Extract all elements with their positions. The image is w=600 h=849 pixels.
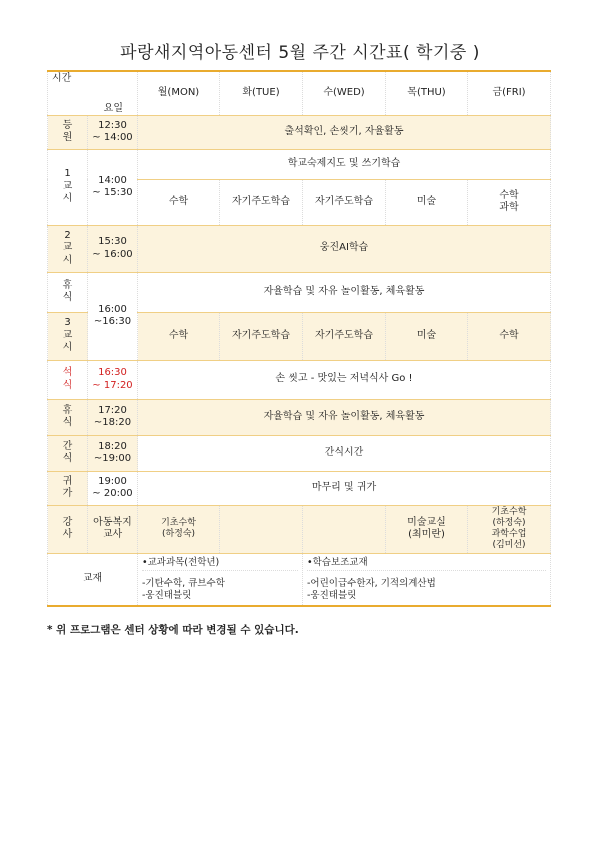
- day-header-thu: 목(THU): [386, 71, 468, 115]
- row-home: [48, 471, 551, 505]
- footnote: * 위 프로그램은 센터 상황에 따라 변경될 수 있습니다.: [47, 624, 299, 636]
- materials-right-title: •학습보조교재: [307, 557, 546, 572]
- teacher-cell-tue: [220, 505, 303, 553]
- day-header-fri: 금(FRI): [468, 71, 551, 115]
- period2-label: 2 교 시: [48, 225, 88, 272]
- day-header-tue: 화(TUE): [220, 71, 303, 115]
- teacher-cell-wed: [303, 505, 386, 553]
- corner-cell: [48, 71, 138, 115]
- page-title: 파랑새지역아동센터 5월 주간 시간표( 학기중 ): [120, 43, 480, 63]
- arrival-label: 등 원: [48, 115, 88, 149]
- break2-activity: 자율학습 및 자유 놀이활동, 체육활동: [138, 399, 551, 435]
- break1-label: 휴 식: [48, 272, 88, 312]
- materials-right: [303, 553, 551, 606]
- dinner-label: 석 식: [48, 360, 88, 399]
- break2-label: 휴 식: [48, 399, 88, 435]
- row-period1-activity: [48, 149, 551, 179]
- arrival-time: 12:30 ~ 14:00: [88, 115, 138, 149]
- period1-subject-tue: 자기주도학습: [220, 179, 303, 225]
- period3-label: 3 교 시: [48, 312, 88, 360]
- corner-day-label: 요일: [103, 103, 123, 115]
- period2-activity: 웅진AI학습: [138, 225, 551, 272]
- teacher-label: 강 사: [48, 505, 88, 553]
- day-header-wed: 수(WED): [303, 71, 386, 115]
- period1-label: 1 교 시: [48, 149, 88, 225]
- arrival-activity: 출석확인, 손씻기, 자율활동: [138, 115, 551, 149]
- home-label: 귀 가: [48, 471, 88, 505]
- teacher-cell-thu: 미술교실 (최미란): [386, 505, 468, 553]
- period3-subject-mon: 수학: [138, 312, 220, 360]
- snack-label: 간 식: [48, 435, 88, 471]
- period3-subject-tue: 자기주도학습: [220, 312, 303, 360]
- period3-subject-thu: 미술: [386, 312, 468, 360]
- row-period2: [48, 225, 551, 272]
- materials-right-items: -어린이급수한자, 기적의계산법 -웅진태블릿: [307, 578, 436, 602]
- row-break1: [48, 272, 551, 312]
- row-break2: [48, 399, 551, 435]
- teacher-who: 아동복지 교사: [88, 505, 138, 553]
- teacher-cell-mon: 기초수학 (하정숙): [138, 505, 220, 553]
- period3-subject-fri: 수학: [468, 312, 551, 360]
- materials-left: [138, 553, 303, 606]
- break2-time: 17:20 ~18:20: [88, 399, 138, 435]
- materials-left-title: •교과과목(전학년): [142, 557, 298, 572]
- materials-label: 교재: [48, 553, 138, 606]
- dinner-activity: 손 씻고 - 맛있는 저녁식사 Go !: [138, 360, 551, 399]
- materials-left-items: -기탄수학, 큐브수학 -웅진태블릿: [142, 578, 225, 602]
- break1-activity: 자율학습 및 자유 놀이활동, 체육활동: [138, 272, 551, 312]
- teacher-cell-fri: 기초수학 (하정숙) 과학수업 (김미선): [468, 505, 551, 553]
- corner-time-label: 시간: [52, 72, 72, 84]
- row-snack: [48, 435, 551, 471]
- home-activity: 마무리 및 귀가: [138, 471, 551, 505]
- day-header-mon: 월(MON): [138, 71, 220, 115]
- row-dinner: [48, 360, 551, 399]
- period1-subject-wed: 자기주도학습: [303, 179, 386, 225]
- snack-time: 18:20 ~19:00: [88, 435, 138, 471]
- period2-time: 15:30 ~ 16:00: [88, 225, 138, 272]
- row-materials: [48, 553, 551, 606]
- weekly-timetable: [47, 70, 551, 607]
- dinner-time: 16:30 ~ 17:20: [88, 360, 138, 399]
- period3-subject-wed: 자기주도학습: [303, 312, 386, 360]
- period1-activity: 학교숙제지도 및 쓰기학습: [138, 149, 551, 179]
- row-teacher: [48, 505, 551, 553]
- snack-activity: 간식시간: [138, 435, 551, 471]
- period1-subject-thu: 미술: [386, 179, 468, 225]
- break1-time: 16:00 ~16:30: [88, 272, 138, 360]
- period1-time: 14:00 ~ 15:30: [88, 149, 138, 225]
- period1-subject-mon: 수학: [138, 179, 220, 225]
- home-time: 19:00 ~ 20:00: [88, 471, 138, 505]
- header-row: [48, 71, 551, 115]
- row-arrival: [48, 115, 551, 149]
- period1-subject-fri: 수학 과학: [468, 179, 551, 225]
